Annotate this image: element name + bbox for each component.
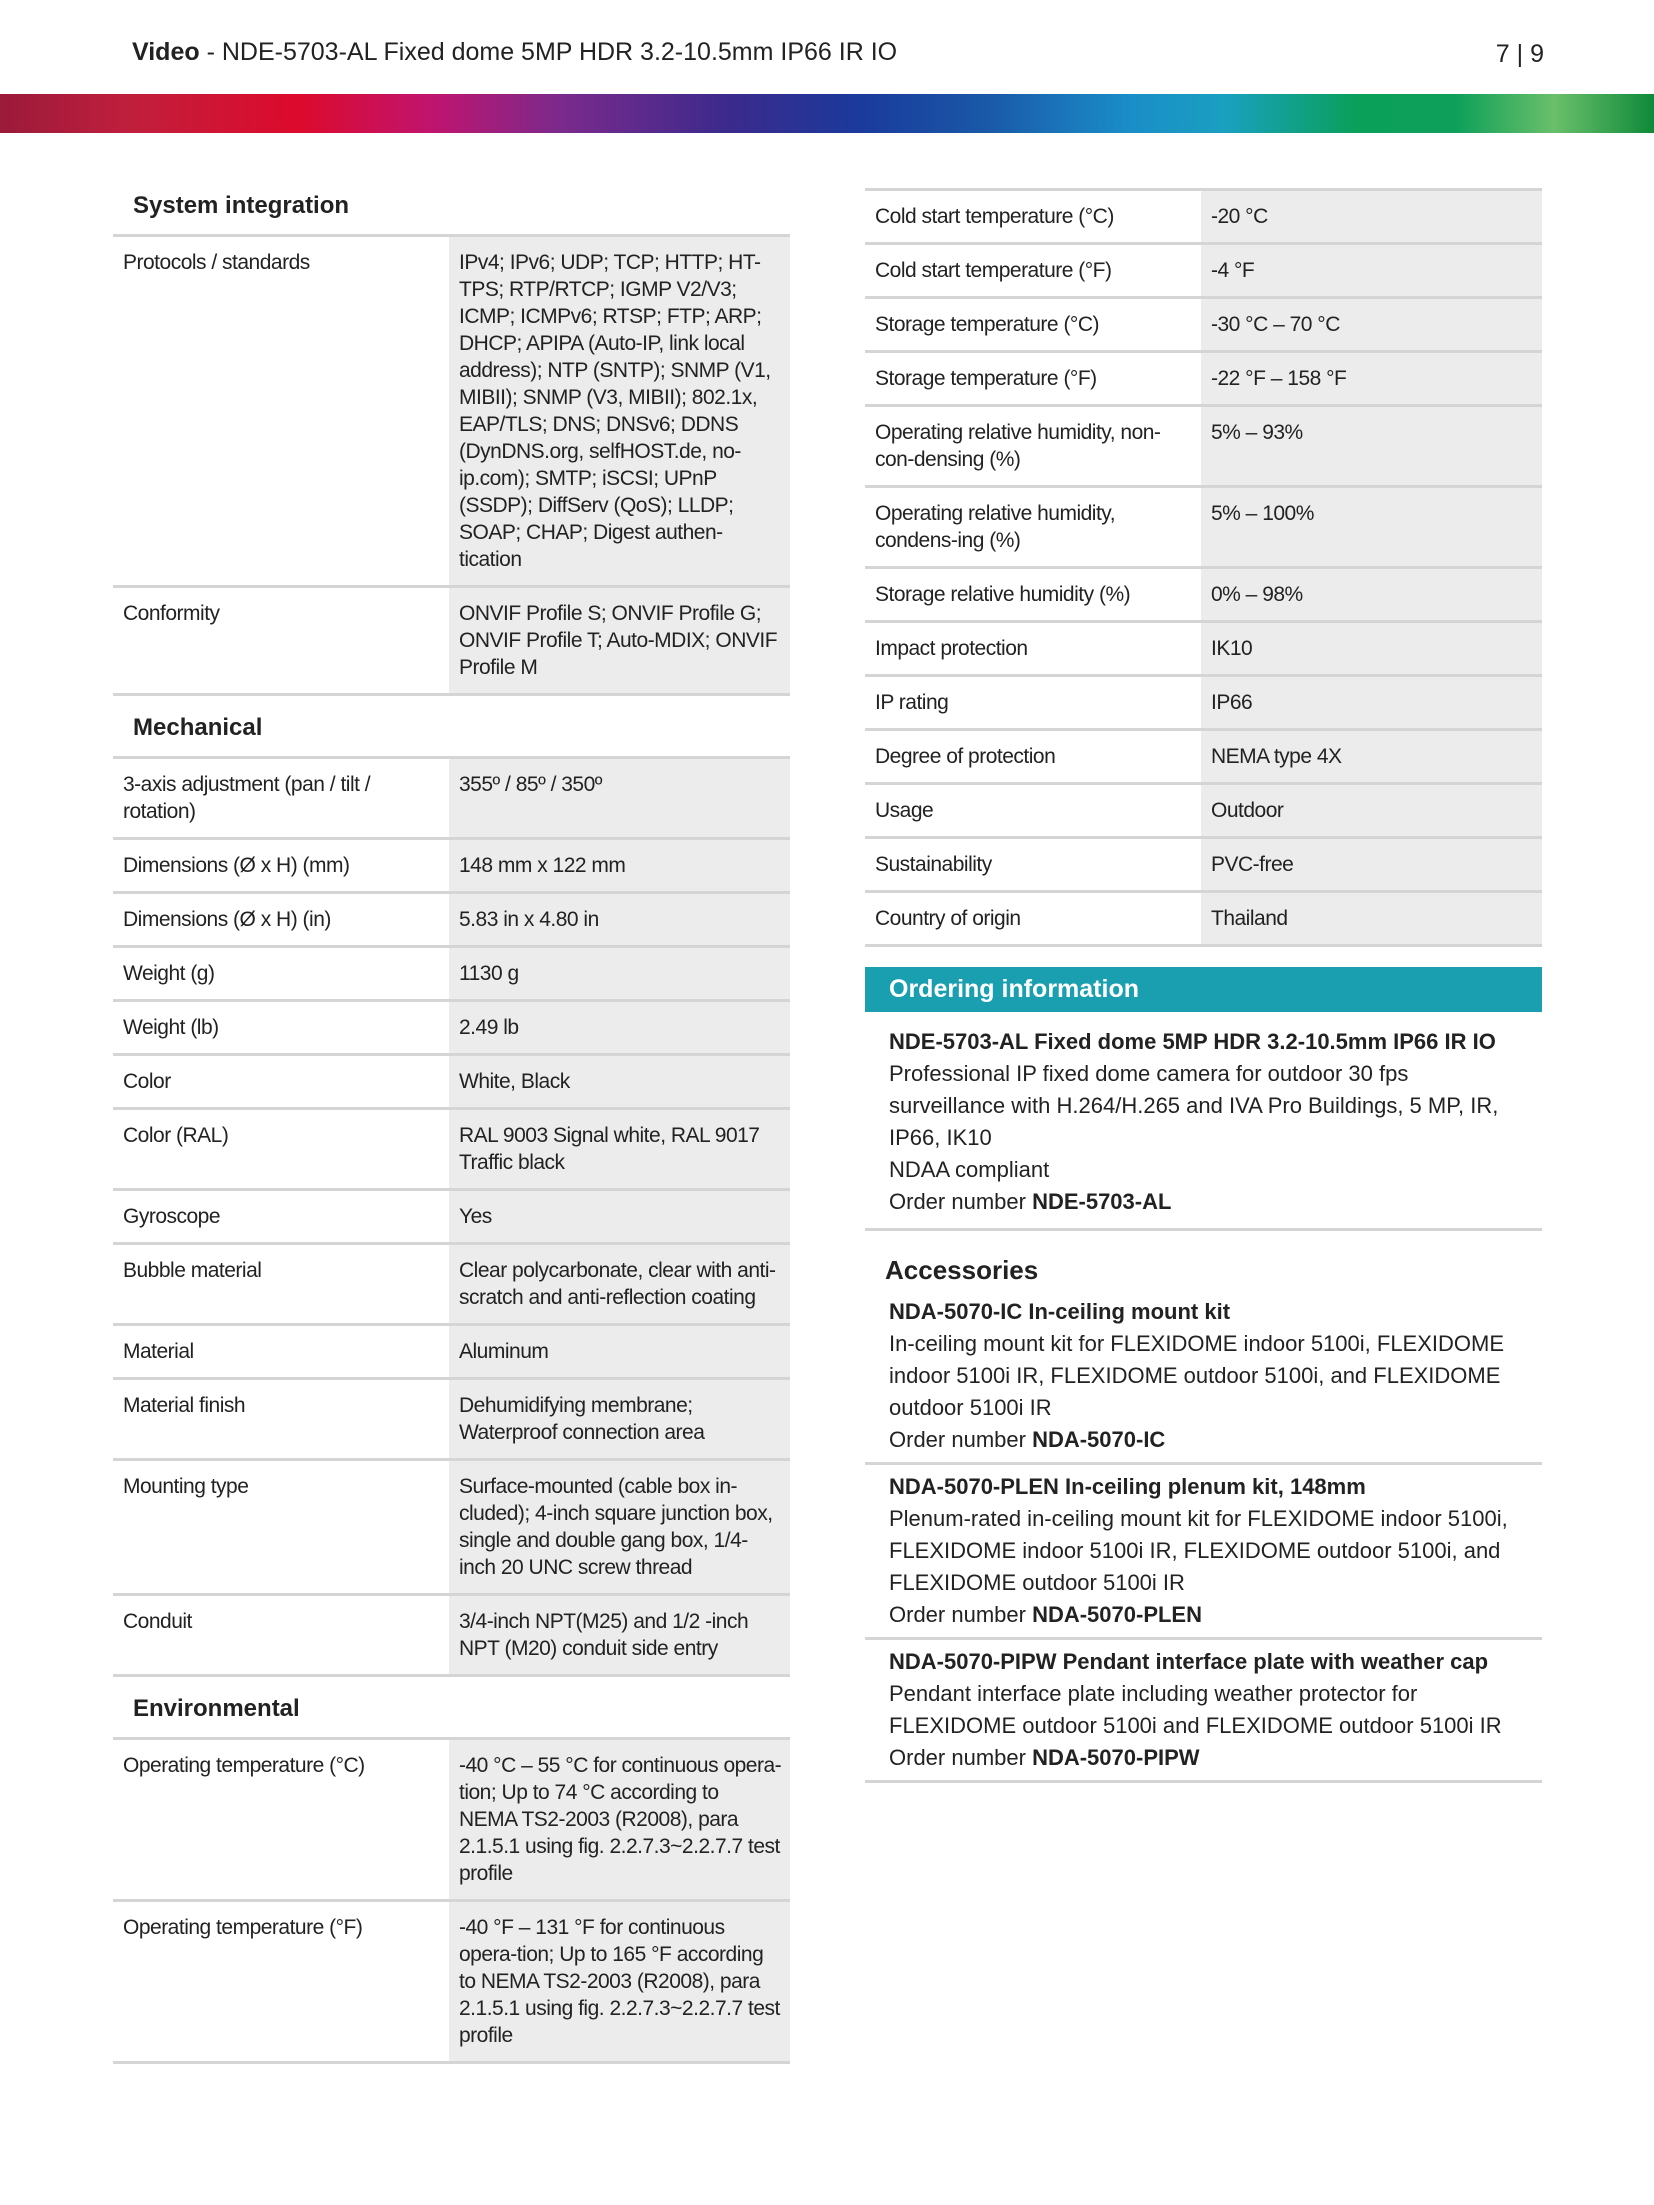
page-number: 7 | 9 bbox=[1495, 40, 1544, 68]
spec-row bbox=[865, 352, 1542, 406]
spec-label: Bubble material bbox=[113, 1244, 449, 1325]
spec-label: Degree of protection bbox=[865, 730, 1201, 784]
spec-value: 148 mm x 122 mm bbox=[449, 839, 790, 893]
spec-label: Gyroscope bbox=[113, 1190, 449, 1244]
accessory-description: Pendant interface plate including weather protector for FLEXIDOME outdoor 5100i and FLEXIDOME outdoor 5100i IR bbox=[889, 1681, 1502, 1738]
spec-value: White, Black bbox=[449, 1055, 790, 1109]
order-number: NDA-5070-IC bbox=[1032, 1427, 1166, 1452]
spec-value: -40 °F – 131 °F for continuous opera-tion; Up to 165 °F according to NEMA TS2-2003 (R2008), para 2.1.5.1 using fig. 2.2.7.3~2.2.7.7 test profile bbox=[449, 1901, 790, 2063]
spec-label: Color (RAL) bbox=[113, 1109, 449, 1190]
spec-value: NEMA type 4X bbox=[1201, 730, 1542, 784]
spec-label: Operating relative humidity, non-con-densing (%) bbox=[865, 406, 1201, 487]
spec-row bbox=[113, 947, 790, 1001]
spec-row bbox=[865, 190, 1542, 244]
spec-row bbox=[865, 676, 1542, 730]
product-description: Professional IP fixed dome camera for outdoor 30 fps surveillance with H.264/H.265 and IVA Pro Buildings, 5 MP, IR, IP66, IK10 bbox=[889, 1061, 1499, 1150]
section-title-system-integration: System integration bbox=[113, 178, 790, 237]
spec-row bbox=[865, 406, 1542, 487]
spec-row bbox=[865, 784, 1542, 838]
spec-row bbox=[865, 568, 1542, 622]
header-category: Video bbox=[132, 38, 200, 66]
spec-row bbox=[113, 1901, 790, 2063]
system-integration-table bbox=[113, 237, 790, 696]
spec-label: Material finish bbox=[113, 1379, 449, 1460]
spec-label: Dimensions (Ø x H) (mm) bbox=[113, 839, 449, 893]
spec-value: RAL 9003 Signal white, RAL 9017 Traffic black bbox=[449, 1109, 790, 1190]
order-label: Order number bbox=[889, 1602, 1033, 1627]
right-column bbox=[865, 188, 1542, 1783]
spec-value: Aluminum bbox=[449, 1325, 790, 1379]
spec-value: Dehumidifying membrane; Waterproof connection area bbox=[449, 1379, 790, 1460]
spec-label: 3-axis adjustment (pan / tilt / rotation) bbox=[113, 759, 449, 839]
spec-label: Usage bbox=[865, 784, 1201, 838]
spec-row bbox=[113, 1325, 790, 1379]
accessory-description: In-ceiling mount kit for FLEXIDOME indoor 5100i, FLEXIDOME indoor 5100i IR, FLEXIDOME outdoor 5100i, and FLEXIDOME outdoor 5100i IR bbox=[889, 1331, 1505, 1420]
accessory-order-number bbox=[889, 1424, 1518, 1456]
spec-label: Protocols / standards bbox=[113, 237, 449, 587]
spec-value: 1130 g bbox=[449, 947, 790, 1001]
product-note: NDAA compliant bbox=[889, 1157, 1050, 1182]
spec-row bbox=[113, 1379, 790, 1460]
spec-value: Clear polycarbonate, clear with anti-scratch and anti-reflection coating bbox=[449, 1244, 790, 1325]
spec-row bbox=[865, 298, 1542, 352]
spec-value: 5.83 in x 4.80 in bbox=[449, 893, 790, 947]
accessory-title: NDA-5070-PLEN In-ceiling plenum kit, 148mm bbox=[889, 1474, 1366, 1499]
spec-row bbox=[113, 1109, 790, 1190]
spec-value: 5% – 100% bbox=[1201, 487, 1542, 568]
mechanical-table bbox=[113, 759, 790, 1677]
spec-label: Sustainability bbox=[865, 838, 1201, 892]
spec-row bbox=[865, 244, 1542, 298]
ordering-product bbox=[865, 1012, 1542, 1231]
spec-value: Thailand bbox=[1201, 892, 1542, 946]
spec-label: Conduit bbox=[113, 1595, 449, 1676]
spec-value: PVC-free bbox=[1201, 838, 1542, 892]
order-label: Order number bbox=[889, 1189, 1033, 1214]
spec-value: Yes bbox=[449, 1190, 790, 1244]
spec-label: Weight (g) bbox=[113, 947, 449, 1001]
spec-row bbox=[113, 1055, 790, 1109]
spec-row bbox=[865, 487, 1542, 568]
accessories-title: Accessories bbox=[885, 1255, 1039, 1285]
spec-value: IK10 bbox=[1201, 622, 1542, 676]
spec-value: Outdoor bbox=[1201, 784, 1542, 838]
spec-label: Color bbox=[113, 1055, 449, 1109]
product-title: NDE-5703-AL Fixed dome 5MP HDR 3.2-10.5mm IP66 IR IO bbox=[889, 1029, 1496, 1054]
spec-row bbox=[113, 1190, 790, 1244]
accessory-item bbox=[865, 1465, 1542, 1640]
spec-value: IPv4; IPv6; UDP; TCP; HTTP; HT-TPS; RTP/RTCP; IGMP V2/V3; ICMP; ICMPv6; RTSP; FTP; ARP; DHCP; APIPA (Auto-IP, link local address); NTP (SNTP); SNMP (V1, MIBII); SNMP (V3, MIBII); 802.1x, EAP/TLS; DNS; DNSv6; DDNS (DynDNS.org, selfHOST.de, no-ip.com); SMTP; iSCSI; UPnP (SSDP); DiffServ (QoS); LLDP; SOAP; CHAP; Digest authen-tication bbox=[449, 237, 790, 587]
spec-value: ONVIF Profile S; ONVIF Profile G; ONVIF Profile T; Auto-MDIX; ONVIF Profile M bbox=[449, 587, 790, 695]
spec-row bbox=[865, 838, 1542, 892]
page-header bbox=[132, 38, 897, 67]
header-title: - NDE-5703-AL Fixed dome 5MP HDR 3.2-10.5mm IP66 IR IO bbox=[199, 38, 898, 66]
spec-label: Operating relative humidity, condens-ing (%) bbox=[865, 487, 1201, 568]
spec-label: Weight (lb) bbox=[113, 1001, 449, 1055]
spec-value: -22 °F – 158 °F bbox=[1201, 352, 1542, 406]
section-title-mechanical: Mechanical bbox=[113, 700, 790, 759]
order-label: Order number bbox=[889, 1745, 1033, 1770]
accessory-title: NDA-5070-IC In-ceiling mount kit bbox=[889, 1299, 1231, 1324]
spec-label: Storage relative humidity (%) bbox=[865, 568, 1201, 622]
section-title-environmental: Environmental bbox=[113, 1681, 790, 1740]
spec-row bbox=[113, 237, 790, 587]
accessory-order-number bbox=[889, 1599, 1518, 1631]
accessory-description: Plenum-rated in-ceiling mount kit for FLEXIDOME indoor 5100i, FLEXIDOME indoor 5100i IR, FLEXIDOME outdoor 5100i, and FLEXIDOME outdoor 5100i IR bbox=[889, 1506, 1508, 1595]
spec-label: Mounting type bbox=[113, 1460, 449, 1595]
spec-label: Operating temperature (°F) bbox=[113, 1901, 449, 2063]
order-label: Order number bbox=[889, 1427, 1033, 1452]
spec-value: IP66 bbox=[1201, 676, 1542, 730]
spec-label: Operating temperature (°C) bbox=[113, 1740, 449, 1901]
product-order-number bbox=[889, 1186, 1518, 1218]
spec-label: Cold start temperature (°C) bbox=[865, 190, 1201, 244]
spec-row bbox=[113, 587, 790, 695]
color-band bbox=[0, 94, 1654, 133]
order-number: NDE-5703-AL bbox=[1032, 1189, 1172, 1214]
spec-row bbox=[865, 892, 1542, 946]
accessory-item bbox=[865, 1640, 1542, 1783]
spec-value: 0% – 98% bbox=[1201, 568, 1542, 622]
spec-value: -4 °F bbox=[1201, 244, 1542, 298]
order-number: NDA-5070-PIPW bbox=[1032, 1745, 1200, 1770]
order-number: NDA-5070-PLEN bbox=[1032, 1602, 1202, 1627]
spec-label: Material bbox=[113, 1325, 449, 1379]
spec-row bbox=[865, 622, 1542, 676]
spec-value: -30 °C – 70 °C bbox=[1201, 298, 1542, 352]
environmental-continued-table bbox=[865, 188, 1542, 947]
spec-label: Storage temperature (°C) bbox=[865, 298, 1201, 352]
spec-row bbox=[113, 759, 790, 839]
spec-label: Dimensions (Ø x H) (in) bbox=[113, 893, 449, 947]
accessories-list bbox=[865, 1290, 1542, 1783]
accessory-title: NDA-5070-PIPW Pendant interface plate with weather cap bbox=[889, 1649, 1489, 1674]
spec-label: Country of origin bbox=[865, 892, 1201, 946]
spec-label: Storage temperature (°F) bbox=[865, 352, 1201, 406]
spec-row bbox=[113, 1595, 790, 1676]
spec-value: 355º / 85º / 350º bbox=[449, 759, 790, 839]
accessory-order-number bbox=[889, 1742, 1518, 1774]
spec-row bbox=[113, 839, 790, 893]
accessory-item bbox=[865, 1290, 1542, 1465]
spec-row bbox=[865, 730, 1542, 784]
spec-value: Surface-mounted (cable box in-cluded); 4-inch square junction box, single and double gang box, 1/4-inch 20 UNC screw thread bbox=[449, 1460, 790, 1595]
spec-value: 2.49 lb bbox=[449, 1001, 790, 1055]
spec-label: Impact protection bbox=[865, 622, 1201, 676]
spec-row bbox=[113, 1740, 790, 1901]
spec-row bbox=[113, 1244, 790, 1325]
spec-value: -20 °C bbox=[1201, 190, 1542, 244]
spec-label: Conformity bbox=[113, 587, 449, 695]
spec-value: -40 °C – 55 °C for continuous opera-tion; Up to 74 °C according to NEMA TS2-2003 (R2008), para 2.1.5.1 using fig. 2.2.7.3~2.2.7.7 test profile bbox=[449, 1740, 790, 1901]
spec-row bbox=[113, 1001, 790, 1055]
environmental-table bbox=[113, 1740, 790, 2064]
spec-label: IP rating bbox=[865, 676, 1201, 730]
left-column bbox=[113, 178, 790, 2064]
spec-value: 3/4-inch NPT(M25) and 1/2 -inch NPT (M20) conduit side entry bbox=[449, 1595, 790, 1676]
spec-row bbox=[113, 893, 790, 947]
spec-value: 5% – 93% bbox=[1201, 406, 1542, 487]
spec-label: Cold start temperature (°F) bbox=[865, 244, 1201, 298]
spec-row bbox=[113, 1460, 790, 1595]
ordering-information-header: Ordering information bbox=[865, 967, 1542, 1012]
